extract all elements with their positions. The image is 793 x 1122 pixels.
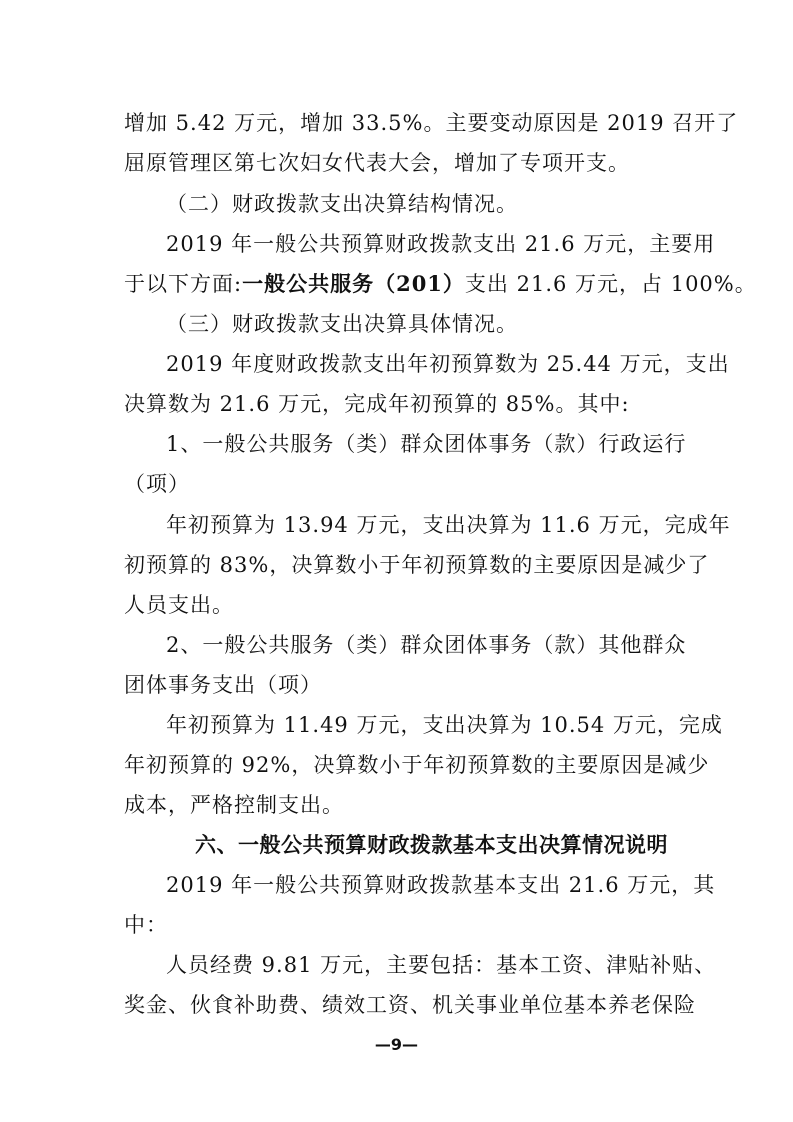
paragraph-line: 中： — [124, 913, 168, 937]
section-heading-bold: 六、一般公共预算财政拨款基本支出决算情况说明 — [195, 832, 668, 857]
paragraph-line: 2019 年一般公共预算财政拨款支出 21.6 万元，主要用 — [166, 232, 716, 256]
bold-category-label: 一般公共服务（201） — [242, 271, 465, 296]
section-heading: （三）财政拨款支出决算具体情况。 — [166, 312, 518, 336]
paragraph-line: 初预算的 83%，决算数小于年初预算数的主要原因是减少了 — [124, 553, 710, 577]
page-number: —9— — [374, 1035, 419, 1054]
item-title-line: （项） — [124, 472, 190, 496]
paragraph-line: 成本，严格控制支出。 — [124, 793, 344, 817]
paragraph-line: 2019 年一般公共预算财政拨款基本支出 21.6 万元，其 — [166, 873, 716, 897]
paragraph-line: 人员支出。 — [124, 593, 234, 617]
paragraph-line: 增加 5.42 万元，增加 33.5%。主要变动原因是 2019 召开了 — [124, 111, 739, 135]
text-segment: 支出 21.6 万元，占 100%。 — [464, 272, 757, 296]
paragraph-line: 年初预算为 11.49 万元，支出决算为 10.54 万元，完成 — [166, 713, 723, 737]
section-heading: （二）财政拨款支出决算结构情况。 — [166, 192, 518, 216]
item-title-line: 2、一般公共服务（类）群众团体事务（款）其他群众 — [166, 633, 687, 657]
paragraph-line: 年初预算为 13.94 万元，支出决算为 11.6 万元，完成年 — [166, 513, 731, 537]
text-segment: 于以下方面: — [124, 272, 243, 296]
paragraph-line: 屈原管理区第七次妇女代表大会，增加了专项开支。 — [124, 151, 630, 175]
paragraph-line — [124, 269, 757, 299]
paragraph-line: 2019 年度财政拨款支出年初预算数为 25.44 万元，支出 — [166, 352, 730, 376]
paragraph-line: 奖金、伙食补助费、绩效工资、机关事业单位基本养老保险 — [124, 993, 696, 1017]
item-title-line: 1、一般公共服务（类）群众团体事务（款）行政运行 — [166, 432, 687, 456]
item-title-line: 团体事务支出（项） — [124, 673, 322, 697]
paragraph-line: 决算数为 21.6 万元，完成年初预算的 85%。其中: — [124, 392, 630, 416]
paragraph-line: 年初预算的 92%，决算数小于年初预算数的主要原因是减少 — [124, 753, 710, 777]
paragraph-line: 人员经费 9.81 万元，主要包括：基本工资、津贴补贴、 — [166, 953, 717, 977]
